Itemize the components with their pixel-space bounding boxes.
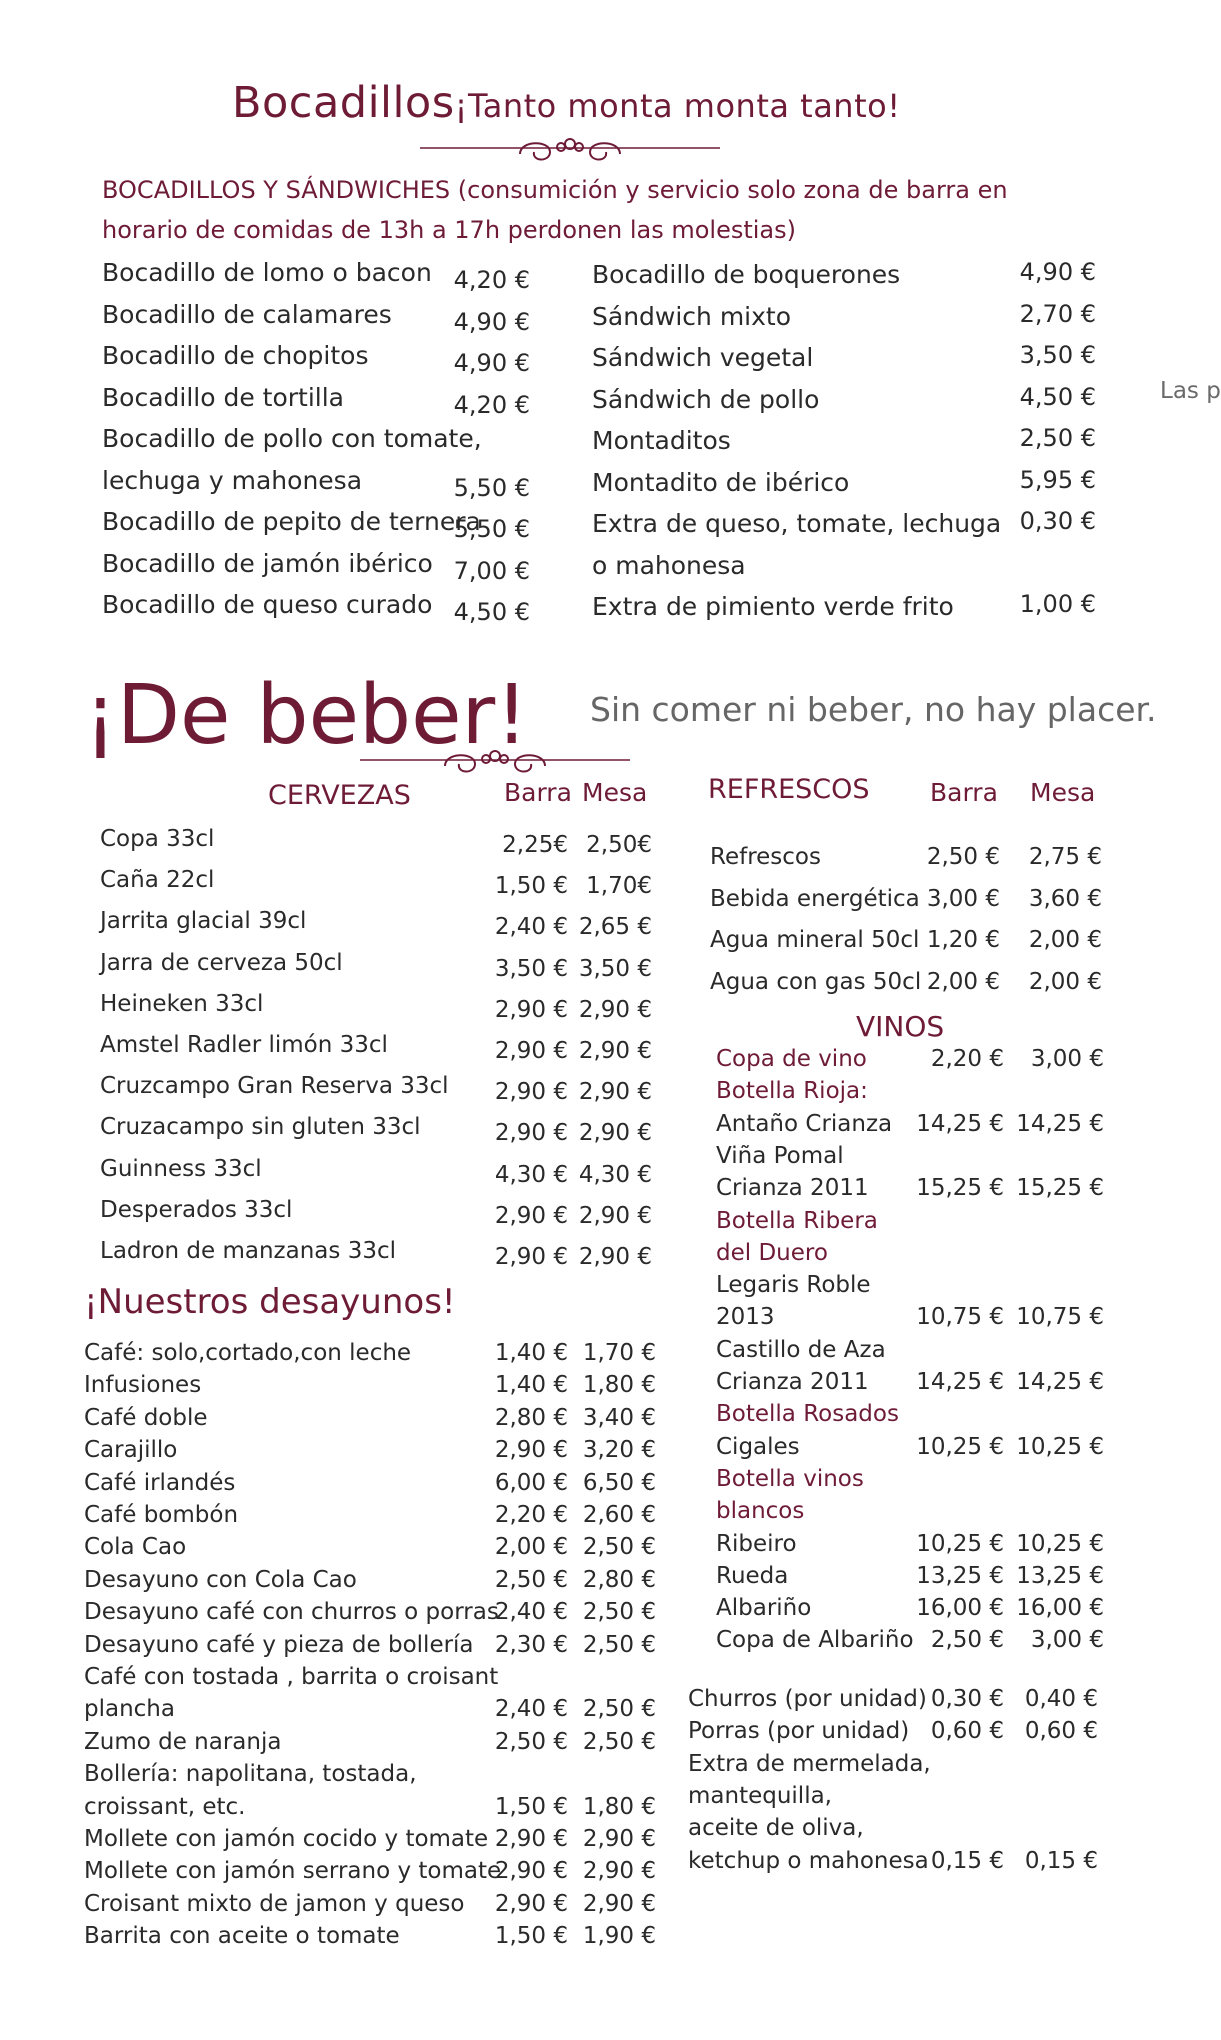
breakfast-item-name: Infusiones <box>84 1372 202 1399</box>
breakfast-price-barra: 2,80 € <box>494 1404 568 1431</box>
breakfast-item-name: Desayuno con Cola Cao <box>84 1566 357 1593</box>
wine-category: blancos <box>716 1498 805 1525</box>
wine-category: Botella vinos <box>716 1465 864 1492</box>
extra-item-name: Extra de mermelada, <box>688 1750 931 1777</box>
beer-price-barra: 2,90 € <box>494 996 568 1023</box>
menu-item-name: Bocadillo de lomo o bacon <box>102 258 432 287</box>
menu-item-price: 0,30 € <box>1019 507 1096 535</box>
wine-price-mesa: 13,25 € <box>1016 1562 1104 1589</box>
breakfast-price-mesa: 2,90 € <box>582 1858 656 1885</box>
beer-price-barra: 2,90 € <box>494 1038 568 1064</box>
wine-price-mesa: 15,25 € <box>1016 1175 1104 1202</box>
beer-price-barra: 1,50 € <box>494 873 568 900</box>
beer-item-name: Copa 33cl <box>100 826 215 852</box>
scroll-ornament-icon <box>420 134 720 170</box>
breakfast-price-barra: 1,50 € <box>494 1793 568 1820</box>
wine-item-name: Albariño <box>716 1595 812 1622</box>
wine-item-name: Castillo de Aza <box>716 1336 886 1363</box>
beer-price-barra: 2,90 € <box>494 1202 568 1229</box>
de-beber-tagline: Sin comer ni beber, no hay placer. <box>590 690 1157 729</box>
beer-price-barra: 2,90 € <box>494 1079 568 1106</box>
beer-item-name: Caña 22cl <box>100 867 215 894</box>
wine-price-mesa: 3,00 € <box>1030 1046 1104 1072</box>
soft-drink-price-barra: 1,20 € <box>926 927 1000 953</box>
beer-price-mesa: 3,50 € <box>578 955 652 982</box>
menu-item-name: Montadito de ibérico <box>592 467 850 497</box>
menu-item-name: Bocadillo de pepito de ternera <box>102 507 481 536</box>
beer-price-mesa: 1,70€ <box>586 873 652 900</box>
extra-item-name: mantequilla, <box>688 1782 832 1809</box>
menu-item-price: 5,50 € <box>453 473 530 502</box>
breakfast-price-mesa: 2,50 € <box>582 1534 656 1561</box>
wine-category: Botella Rioja: <box>716 1078 868 1105</box>
wine-price-mesa: 10,25 € <box>1016 1433 1104 1460</box>
wine-price-barra: 15,25 € <box>916 1175 1004 1202</box>
breakfast-price-mesa: 2,50 € <box>582 1696 656 1723</box>
breakfast-price-mesa: 1,90 € <box>582 1923 656 1950</box>
beer-item-name: Heineken 33cl <box>100 990 264 1017</box>
soft-drink-name: Refrescos <box>710 844 821 870</box>
menu-item-name: Extra de pimiento verde frito <box>592 592 954 621</box>
menu-item-name: lechuga y mahonesa <box>102 465 363 495</box>
breakfast-price-mesa: 2,50 € <box>582 1599 656 1626</box>
menu-item-price: 5,50 € <box>453 515 530 543</box>
wine-item-name: Ribeiro <box>716 1530 797 1557</box>
wine-price-barra: 16,00 € <box>916 1595 1004 1622</box>
beer-item-name: Guinness 33cl <box>100 1155 262 1182</box>
breakfast-price-barra: 2,20 € <box>494 1502 568 1528</box>
extra-item-name: aceite de oliva, <box>688 1815 864 1842</box>
breakfast-price-mesa: 2,50 € <box>582 1728 656 1755</box>
wine-item-name: Crianza 2011 <box>716 1175 869 1202</box>
beer-price-mesa: 2,65 € <box>578 914 652 941</box>
menu-item-price: 3,50 € <box>1019 341 1096 369</box>
menu-item-price: 4,50 € <box>1019 382 1096 411</box>
wine-price-mesa: 10,75 € <box>1016 1304 1104 1331</box>
breakfast-price-mesa: 2,90 € <box>582 1826 656 1852</box>
soft-drink-price-barra: 3,00 € <box>926 885 1000 912</box>
soft-drink-name: Bebida energética <box>710 885 920 912</box>
wine-price-mesa: 14,25 € <box>1016 1110 1104 1137</box>
breakfast-item-name: Café doble <box>84 1404 208 1431</box>
breakfast-item-name: Mollete con jamón serrano y tomate <box>84 1858 502 1885</box>
menu-item-name: Sándwich de pollo <box>592 384 820 414</box>
breakfast-price-mesa: 2,50 € <box>582 1631 656 1658</box>
cervezas-heading: CERVEZAS <box>268 780 411 811</box>
breakfast-item-name: plancha <box>84 1696 175 1723</box>
menu-item-price: 4,20 € <box>453 390 530 419</box>
breakfast-price-barra: 1,50 € <box>494 1923 568 1950</box>
bocadillos-intro-line-2: horario de comidas de 13h a 17h perdonen las molestias) <box>102 216 797 244</box>
menu-item-price: 2,50 € <box>1019 424 1096 452</box>
refrescos-col-barra: Barra <box>930 778 998 807</box>
extra-price-mesa: 0,15 € <box>1024 1847 1098 1874</box>
breakfast-item-name: Café: solo,cortado,con leche <box>84 1340 412 1366</box>
breakfast-item-name: Mollete con jamón cocido y tomate <box>84 1826 489 1852</box>
breakfast-item-name: Café con tostada , barrita o croisant <box>84 1664 499 1690</box>
breakfast-price-mesa: 1,80 € <box>582 1793 656 1820</box>
wine-price-mesa: 10,25 € <box>1016 1530 1104 1557</box>
menu-item-name: Bocadillo de calamares <box>102 299 392 329</box>
beer-item-name: Desperados 33cl <box>100 1196 293 1223</box>
soft-drink-name: Agua mineral 50cl <box>710 927 920 953</box>
beer-price-barra: 2,40 € <box>494 914 568 941</box>
soft-drink-name: Agua con gas 50cl <box>710 968 922 995</box>
bocadillos-subtitle: ¡Tanto monta monta tanto! <box>454 87 901 125</box>
refrescos-heading: REFRESCOS <box>708 774 870 805</box>
extra-item-name: Churros (por unidad) <box>688 1686 927 1712</box>
wine-item-name: 2013 <box>716 1304 775 1331</box>
wine-category: Copa de vino <box>716 1046 867 1072</box>
breakfast-price-mesa: 6,50 € <box>582 1469 656 1496</box>
menu-item-price: 7,00 € <box>453 556 530 585</box>
breakfast-price-mesa: 1,80 € <box>582 1372 656 1399</box>
breakfast-item-name: Bollería: napolitana, tostada, <box>84 1761 417 1788</box>
breakfast-price-mesa: 3,20 € <box>582 1437 656 1464</box>
beer-price-barra: 2,90 € <box>494 1244 568 1270</box>
menu-item-name: Sándwich mixto <box>592 301 792 331</box>
beer-item-name: Jarra de cerveza 50cl <box>100 949 343 976</box>
breakfast-price-mesa: 2,90 € <box>582 1890 656 1917</box>
breakfast-price-barra: 2,40 € <box>494 1696 568 1723</box>
soft-drink-price-mesa: 2,00 € <box>1028 927 1102 953</box>
wine-price-barra: 10,75 € <box>916 1304 1004 1331</box>
wine-price-mesa: 3,00 € <box>1030 1627 1104 1654</box>
beer-item-name: Ladron de manzanas 33cl <box>100 1238 396 1264</box>
bocadillos-intro-line-1: BOCADILLOS Y SÁNDWICHES (consumición y servicio solo zona de barra en <box>102 176 1008 204</box>
menu-item-name: o mahonesa <box>592 550 746 580</box>
wine-item-name: Cigales <box>716 1433 800 1460</box>
wine-item-name: Antaño Crianza <box>716 1110 893 1137</box>
breakfast-price-barra: 2,90 € <box>494 1858 568 1885</box>
wine-price-barra: 10,25 € <box>916 1530 1004 1557</box>
bocadillos-title: Bocadillos <box>232 78 455 128</box>
soft-drink-price-mesa: 2,75 € <box>1028 844 1102 870</box>
beer-price-mesa: 2,90 € <box>578 1202 652 1229</box>
breakfast-price-mesa: 3,40 € <box>582 1404 656 1431</box>
refrescos-col-mesa: Mesa <box>1030 778 1096 807</box>
breakfast-price-barra: 2,40 € <box>494 1599 568 1626</box>
breakfast-price-barra: 2,90 € <box>494 1437 568 1464</box>
menu-item-name: Bocadillo de pollo con tomate, <box>102 424 482 453</box>
scroll-ornament-icon <box>360 744 630 780</box>
beer-price-barra: 2,25€ <box>502 832 568 858</box>
soft-drink-price-barra: 2,50 € <box>926 844 1000 870</box>
wine-category: Botella Rosados <box>716 1401 899 1428</box>
breakfast-item-name: Café bombón <box>84 1502 239 1528</box>
wine-price-mesa: 16,00 € <box>1016 1595 1104 1622</box>
wine-price-mesa: 14,25 € <box>1016 1369 1104 1395</box>
breakfast-price-barra: 2,30 € <box>494 1631 568 1658</box>
wine-price-barra: 10,25 € <box>916 1433 1004 1460</box>
beer-price-mesa: 2,90 € <box>578 1244 652 1270</box>
breakfast-item-name: Desayuno café con churros o porras <box>84 1599 499 1626</box>
bocadillos-title-block <box>232 78 901 128</box>
wine-item-name: Rueda <box>716 1562 789 1589</box>
menu-item-price: 4,20 € <box>453 266 530 294</box>
menu-item-name: Bocadillo de queso curado <box>102 590 433 619</box>
extra-price-barra: 0,60 € <box>930 1718 1004 1745</box>
menu-item-price: 5,95 € <box>1019 465 1096 494</box>
beer-item-name: Cruzacampo sin gluten 33cl <box>100 1114 421 1141</box>
menu-item-name: Bocadillo de chopitos <box>102 341 369 370</box>
breakfast-item-name: Carajillo <box>84 1437 178 1464</box>
beer-price-mesa: 2,90 € <box>578 1038 652 1064</box>
breakfast-price-barra: 1,40 € <box>494 1372 568 1399</box>
wine-category: Botella Ribera <box>716 1207 878 1234</box>
breakfast-price-mesa: 1,70 € <box>582 1340 656 1366</box>
breakfast-price-barra: 1,40 € <box>494 1340 568 1366</box>
extra-item-name: Porras (por unidad) <box>688 1718 910 1745</box>
breakfast-item-name: Croisant mixto de jamon y queso <box>84 1890 465 1917</box>
menu-item-name: Montaditos <box>592 426 731 455</box>
menu-item-name: Bocadillo de jamón ibérico <box>102 548 433 578</box>
extra-price-mesa: 0,40 € <box>1024 1686 1098 1712</box>
extra-item-name: ketchup o mahonesa <box>688 1847 929 1874</box>
extra-price-barra: 0,30 € <box>930 1686 1004 1712</box>
cut-off-edge-text: Las p <box>1160 378 1221 404</box>
wine-price-barra: 14,25 € <box>916 1369 1004 1395</box>
breakfast-price-barra: 6,00 € <box>494 1469 568 1496</box>
wine-item-name: Copa de Albariño <box>716 1627 914 1654</box>
beer-price-barra: 4,30 € <box>494 1161 568 1188</box>
menu-item-price: 4,90 € <box>1019 258 1096 286</box>
breakfast-item-name: croissant, etc. <box>84 1793 246 1820</box>
de-beber-title: ¡De beber! <box>84 668 529 763</box>
beer-item-name: Jarrita glacial 39cl <box>100 908 307 935</box>
wine-price-barra: 13,25 € <box>916 1562 1004 1589</box>
breakfast-price-mesa: 2,60 € <box>582 1502 656 1528</box>
breakfast-item-name: Barrita con aceite o tomate <box>84 1923 400 1950</box>
breakfast-item-name: Cola Cao <box>84 1534 187 1561</box>
breakfast-item-name: Desayuno café y pieza de bollería <box>84 1631 474 1658</box>
beer-price-barra: 2,90 € <box>494 1120 568 1147</box>
breakfast-price-barra: 2,90 € <box>494 1826 568 1852</box>
beer-price-mesa: 4,30 € <box>578 1161 652 1188</box>
wine-item-name: Legaris Roble <box>716 1272 871 1299</box>
wine-price-barra: 2,50 € <box>930 1627 1004 1654</box>
wine-price-barra: 2,20 € <box>930 1046 1004 1072</box>
vinos-heading: VINOS <box>856 1010 945 1043</box>
menu-item-price: 4,50 € <box>453 598 530 626</box>
menu-item-name: Sándwich vegetal <box>592 343 814 372</box>
extra-price-barra: 0,15 € <box>930 1847 1004 1874</box>
menu-item-price: 4,90 € <box>453 307 530 336</box>
cervezas-col-barra: Barra <box>504 778 572 807</box>
soft-drink-price-mesa: 3,60 € <box>1028 885 1102 912</box>
breakfast-price-mesa: 2,80 € <box>582 1566 656 1593</box>
breakfast-price-barra: 2,90 € <box>494 1890 568 1917</box>
beer-price-mesa: 2,50€ <box>586 832 652 858</box>
menu-item-price: 1,00 € <box>1019 590 1096 618</box>
wine-category: del Duero <box>716 1239 828 1266</box>
menu-item-name: Extra de queso, tomate, lechuga <box>592 509 1002 538</box>
cervezas-col-mesa: Mesa <box>582 778 648 807</box>
beer-item-name: Cruzcampo Gran Reserva 33cl <box>100 1073 449 1100</box>
wine-item-name: Crianza 2011 <box>716 1369 869 1395</box>
breakfast-item-name: Café irlandés <box>84 1469 236 1496</box>
beer-price-barra: 3,50 € <box>494 955 568 982</box>
beer-price-mesa: 2,90 € <box>578 996 652 1023</box>
wine-item-name: Viña Pomal <box>716 1142 844 1169</box>
beer-price-mesa: 2,90 € <box>578 1120 652 1147</box>
beer-price-mesa: 2,90 € <box>578 1079 652 1106</box>
menu-item-name: Bocadillo de boquerones <box>592 260 901 289</box>
menu-item-price: 4,90 € <box>453 349 530 377</box>
beer-item-name: Amstel Radler limón 33cl <box>100 1032 388 1058</box>
extra-price-mesa: 0,60 € <box>1024 1718 1098 1745</box>
breakfast-price-barra: 2,50 € <box>494 1566 568 1593</box>
desayunos-heading: ¡Nuestros desayunos! <box>84 1282 456 1322</box>
soft-drink-price-barra: 2,00 € <box>926 968 1000 995</box>
breakfast-price-barra: 2,50 € <box>494 1728 568 1755</box>
breakfast-item-name: Zumo de naranja <box>84 1728 282 1755</box>
wine-price-barra: 14,25 € <box>916 1110 1004 1137</box>
breakfast-price-barra: 2,00 € <box>494 1534 568 1561</box>
soft-drink-price-mesa: 2,00 € <box>1028 968 1102 995</box>
menu-item-price: 2,70 € <box>1019 299 1096 328</box>
menu-item-name: Bocadillo de tortilla <box>102 382 344 412</box>
